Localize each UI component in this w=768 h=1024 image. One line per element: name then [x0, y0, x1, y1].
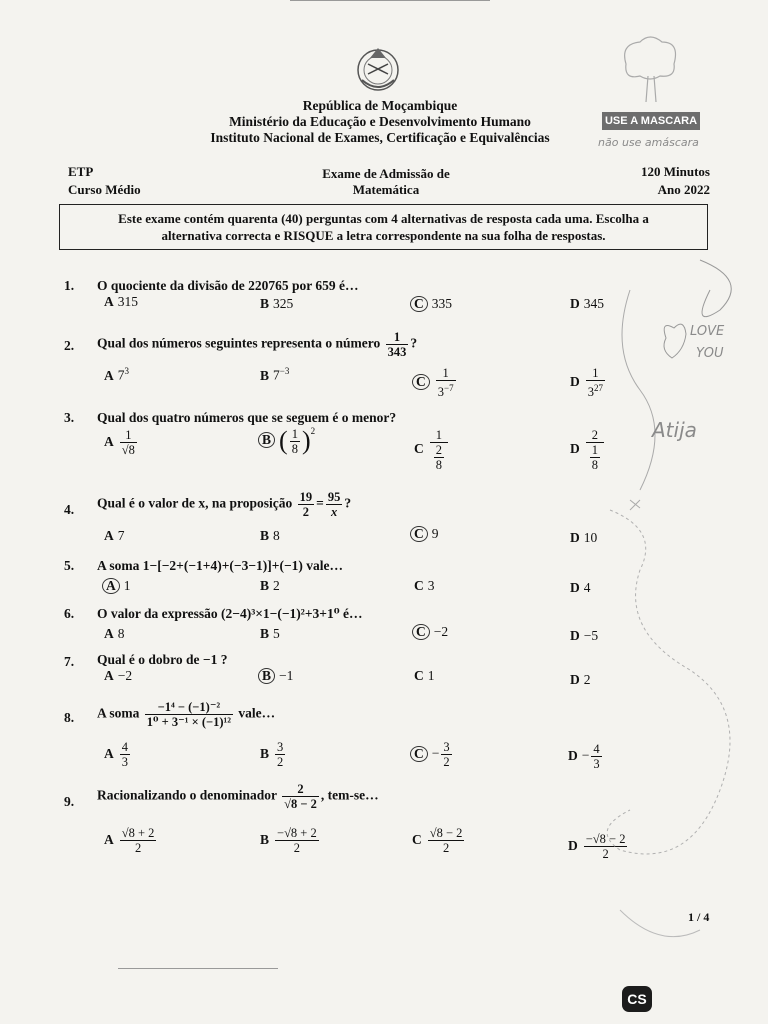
- q3-option-b[interactable]: [258, 426, 315, 456]
- option-value: 5: [273, 626, 280, 641]
- camscanner-badge-icon: CS: [622, 986, 652, 1012]
- q3-option-a[interactable]: [104, 428, 139, 457]
- fraction: [428, 826, 465, 855]
- option-base: 7: [117, 367, 125, 383]
- fraction-numerator: −√8 − 2: [585, 832, 626, 846]
- fraction-numerator: 2: [435, 443, 442, 457]
- fraction-numerator: 3: [277, 740, 284, 754]
- fraction-denominator: √8 − 2: [284, 797, 317, 811]
- fraction-denominator: 3: [121, 755, 128, 769]
- handwritten-love: LOVE: [690, 324, 725, 339]
- fraction-numerator: 1: [591, 443, 598, 457]
- option-letter-circled: B: [258, 432, 275, 448]
- header-republic: República de Moçambique: [302, 98, 458, 113]
- fraction-denominator: 8: [291, 441, 298, 456]
- header-institute: Instituto Nacional de Exames, Certificação e Equivalências: [210, 130, 550, 145]
- q6-option-c[interactable]: [412, 624, 448, 640]
- option-letter-circled: A: [102, 578, 120, 594]
- q6-option-d[interactable]: [570, 628, 598, 644]
- option-value: 8: [117, 626, 125, 641]
- fraction-numerator: 4: [121, 740, 128, 754]
- option-letter: B: [260, 831, 270, 847]
- q1-option-c[interactable]: [410, 296, 452, 312]
- option-letter: A: [104, 668, 114, 683]
- question-8-number: 8.: [64, 710, 75, 725]
- option-letter-circled: C: [410, 526, 428, 542]
- q4-option-b[interactable]: [260, 528, 280, 544]
- option-letter: A: [104, 294, 114, 309]
- fraction-denominator: 2: [293, 841, 300, 855]
- q7-option-d[interactable]: [570, 672, 591, 688]
- option-letter: D: [570, 441, 580, 457]
- handwritten-note: não use amáscara: [598, 136, 699, 149]
- question-6-number: 6.: [64, 606, 75, 621]
- question-2-number: 2.: [64, 338, 75, 353]
- fraction-denominator: 8: [591, 458, 598, 472]
- fraction: [436, 366, 456, 399]
- option-letter: D: [568, 837, 578, 853]
- option-value: 315: [117, 294, 138, 309]
- fraction-denominator: 2: [442, 841, 450, 855]
- fraction-denominator: √8: [121, 443, 135, 457]
- fraction-numerator: 19: [299, 490, 313, 504]
- option-letter: B: [260, 296, 270, 311]
- fraction-numerator: 1: [120, 428, 137, 443]
- fraction-denominator: 8: [435, 458, 442, 472]
- national-emblem-icon: [350, 40, 406, 96]
- option-letter: A: [104, 433, 114, 449]
- option-letter-circled: C: [410, 296, 428, 312]
- option-sign: −: [581, 747, 590, 763]
- question-4-end: ?: [344, 495, 352, 511]
- q7-option-b[interactable]: [258, 668, 293, 684]
- option-letter: B: [260, 578, 270, 593]
- option-letter: A: [104, 745, 114, 761]
- question-2-end: ?: [410, 335, 418, 351]
- q8-option-d[interactable]: [568, 742, 604, 771]
- question-3-text: Qual dos quatro números que se seguem é o menor?: [97, 410, 397, 425]
- meta-subject: Matemática: [352, 182, 420, 197]
- option-letter: D: [570, 296, 580, 311]
- option-letter: D: [570, 628, 580, 643]
- option-letter: B: [260, 528, 270, 543]
- option-value: −2: [433, 624, 449, 639]
- q7-option-a[interactable]: [104, 668, 132, 684]
- meta-duration: 120 Minutos: [641, 164, 710, 179]
- q6-option-b[interactable]: [260, 626, 280, 642]
- fraction: [326, 490, 343, 519]
- option-value: 2: [273, 578, 280, 593]
- question-5-text: A soma 1−[−2+(−1+4)+(−3−1)]+(−1) vale…: [97, 558, 344, 573]
- option-value: 1: [427, 668, 435, 683]
- tree-doodle-icon: [616, 34, 684, 104]
- question-6-text: O valor da expressão (2−4)³×1−(−1)²+3+1⁰ é…: [97, 606, 363, 621]
- top-rule: [290, 0, 490, 1]
- option-letter-circled: C: [412, 374, 430, 390]
- q5-option-d[interactable]: [570, 580, 591, 596]
- page-number: 1 / 4: [688, 910, 710, 924]
- option-value: 8: [273, 528, 280, 543]
- option-letter: D: [568, 747, 578, 763]
- option-value: −2: [117, 668, 133, 683]
- fraction-denominator-exponent: −7: [444, 383, 454, 393]
- fraction-denominator: 2: [302, 505, 310, 519]
- option-letter-circled: C: [410, 746, 428, 762]
- meta-course: Curso Médio: [68, 182, 141, 197]
- question-7-number: 7.: [64, 654, 75, 669]
- mask-sticker: USE A MASCARA: [602, 112, 700, 130]
- option-letter: A: [104, 626, 114, 641]
- option-letter: D: [570, 530, 580, 545]
- fraction-numerator: √8 − 2: [429, 826, 463, 840]
- q8-option-c[interactable]: [410, 740, 454, 769]
- question-8-end: vale…: [238, 705, 276, 721]
- option-base: 7: [273, 367, 280, 383]
- fraction: [275, 740, 285, 769]
- option-letter-circled: C: [412, 624, 430, 640]
- option-value: 3: [427, 578, 435, 593]
- fraction-denominator: 3: [593, 757, 600, 771]
- nested-fraction: [590, 443, 600, 472]
- fraction-denominator: 2: [277, 755, 284, 769]
- fraction-numerator: 1: [386, 330, 409, 345]
- q5-option-b[interactable]: [260, 578, 280, 594]
- instructions-line-2: alternativa correcta e RISQUE a letra correspondente na sua folha de respostas.: [161, 228, 606, 243]
- option-letter: C: [414, 578, 424, 593]
- option-value: 1: [123, 578, 131, 593]
- bottom-rule: [118, 968, 278, 969]
- fraction-numerator: 95: [327, 490, 341, 504]
- q9-option-a[interactable]: [104, 826, 158, 855]
- option-exponent: 2: [310, 426, 316, 436]
- q8-option-a[interactable]: [104, 740, 132, 769]
- fraction-denominator-exponent: 27: [594, 383, 603, 393]
- fraction-numerator: −√8 + 2: [277, 826, 317, 840]
- fraction-numerator: 1: [430, 428, 448, 443]
- option-letter: C: [412, 831, 422, 847]
- question-3-number: 3.: [64, 410, 75, 425]
- question-5-number: 5.: [64, 558, 75, 573]
- meta-year: Ano 2022: [657, 182, 710, 197]
- fraction: [120, 826, 157, 855]
- q1-option-b[interactable]: [260, 296, 293, 312]
- fraction-denominator: [430, 443, 448, 472]
- option-value: 335: [431, 296, 452, 311]
- option-letter-circled: B: [258, 668, 275, 684]
- option-value: 325: [273, 296, 294, 311]
- meta-etp: ETP: [68, 164, 94, 179]
- fraction-numerator: √8 + 2: [121, 826, 155, 840]
- fraction: [120, 428, 137, 457]
- instructions-line-1: Este exame contém quarenta (40) perguntas com 4 alternativas de resposta cada uma. Escolha a: [118, 211, 649, 226]
- fraction-denominator: 2: [443, 755, 450, 769]
- q4-option-c[interactable]: [410, 526, 439, 542]
- option-value: −5: [583, 628, 599, 643]
- fraction: [290, 427, 300, 456]
- option-letter: A: [104, 528, 114, 543]
- fraction: [145, 700, 233, 729]
- question-2-label: Qual dos números seguintes representa o número: [97, 335, 381, 351]
- fraction-numerator: 2: [282, 782, 319, 797]
- q1-option-a[interactable]: [104, 294, 138, 310]
- option-letter: B: [260, 626, 270, 641]
- q6-option-a[interactable]: [104, 626, 125, 642]
- q2-option-a[interactable]: [104, 366, 129, 384]
- question-7-text: Qual é o dobro de −1 ?: [97, 652, 228, 667]
- q9-option-b[interactable]: [260, 826, 321, 855]
- fraction: [275, 826, 319, 855]
- option-sign: −: [431, 745, 440, 761]
- question-2-text: [97, 330, 417, 359]
- q1-option-d[interactable]: [570, 296, 604, 312]
- fraction: [441, 740, 451, 769]
- option-letter: D: [570, 373, 580, 389]
- question-8-text: [97, 700, 275, 729]
- nested-fraction: [434, 443, 444, 472]
- q7-option-c[interactable]: [414, 668, 435, 684]
- fraction-numerator: −1⁴ − (−1)⁻²: [145, 700, 233, 715]
- fraction-denominator: [436, 381, 456, 399]
- fraction-denominator-base: 3: [437, 385, 444, 400]
- q3-option-c[interactable]: [414, 428, 450, 472]
- option-letter: C: [414, 441, 424, 457]
- question-4-number: 4.: [64, 502, 75, 517]
- question-4-label: Qual é o valor de x, na proposição: [97, 495, 293, 511]
- fraction-numerator: 1: [586, 366, 605, 381]
- open-paren: (: [279, 426, 288, 455]
- instructions-box: [59, 204, 708, 250]
- option-value: 345: [583, 296, 604, 311]
- q9-option-c[interactable]: [412, 826, 466, 855]
- question-4-text: [97, 490, 351, 519]
- option-exponent: −3: [279, 366, 290, 376]
- option-exponent: 3: [124, 366, 129, 376]
- fraction-numerator: 1: [436, 366, 456, 381]
- fraction: [430, 428, 448, 472]
- option-value: −1: [279, 668, 294, 683]
- question-1-text: O quociente da divisão de 220765 por 659 é…: [97, 278, 359, 293]
- question-9-text: [97, 782, 379, 811]
- fraction-numerator: 1: [291, 426, 298, 441]
- option-letter: D: [570, 580, 580, 595]
- fraction-denominator: 2: [602, 847, 609, 861]
- option-letter: A: [104, 831, 114, 847]
- header-ministry: Ministério da Educação e Desenvolvimento Humano: [229, 114, 531, 129]
- q8-option-b[interactable]: [260, 740, 287, 769]
- fraction-denominator: x: [330, 505, 338, 519]
- option-letter: C: [414, 668, 424, 683]
- fraction-denominator: 1⁰ + 3⁻¹ × (−1)¹²: [146, 715, 232, 729]
- fraction-numerator: 3: [443, 740, 450, 754]
- question-9-label: Racionalizando o denominador: [97, 787, 277, 803]
- q4-option-d[interactable]: [570, 530, 597, 546]
- q2-option-c[interactable]: [412, 366, 458, 399]
- q2-option-b[interactable]: [260, 366, 289, 384]
- option-letter: B: [260, 745, 270, 761]
- meta-exam-title: Exame de Admissão de: [322, 166, 450, 181]
- q5-option-c[interactable]: [414, 578, 435, 594]
- option-letter: D: [570, 672, 580, 687]
- fraction: [120, 740, 130, 769]
- option-letter: A: [104, 367, 114, 383]
- handwritten-you: YOU: [696, 346, 724, 361]
- q4-option-a[interactable]: [104, 528, 125, 544]
- q5-option-a[interactable]: [102, 578, 131, 594]
- fraction: [282, 782, 319, 811]
- option-value: 7: [117, 528, 125, 543]
- fraction-numerator: 2: [586, 428, 604, 443]
- option-value: 9: [431, 526, 439, 541]
- fraction: [386, 330, 409, 359]
- fraction: [298, 490, 315, 519]
- fraction-denominator: 2: [134, 841, 142, 855]
- option-value: 10: [583, 530, 598, 545]
- fraction-numerator: 4: [593, 742, 600, 756]
- question-8-label: A soma: [97, 705, 140, 721]
- handwritten-name: Atija: [652, 418, 697, 442]
- option-value: 2: [583, 672, 591, 687]
- option-letter: B: [260, 367, 270, 383]
- option-value: 4: [583, 580, 591, 595]
- fraction-denominator-base: 3: [587, 385, 594, 400]
- close-paren: ): [301, 426, 311, 455]
- question-9-end: , tem-se…: [320, 787, 379, 803]
- equals-sign: =: [316, 495, 324, 511]
- fraction-denominator: 343: [387, 345, 407, 359]
- spiral-doodle-icon: [600, 250, 760, 950]
- question-9-number: 9.: [64, 794, 75, 809]
- question-1-number: 1.: [64, 278, 75, 293]
